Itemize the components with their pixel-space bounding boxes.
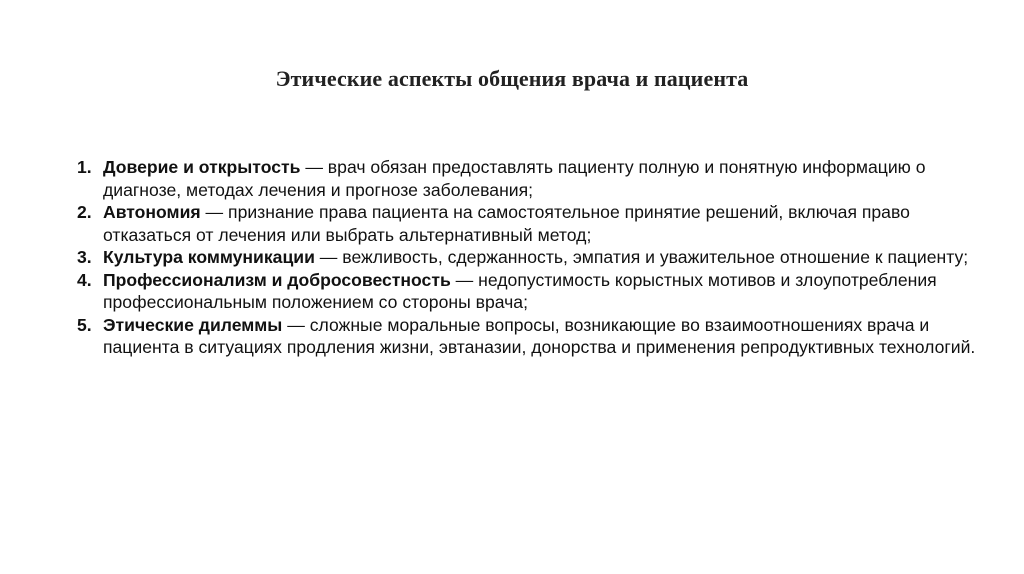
item-text: — сложные моральные вопросы, возникающие во взаимоотношениях врача и пациента в ситуациях продления жизни, эвтаназии, донорства и применения репродуктивных технологий. — [103, 314, 976, 357]
list-item — [77, 156, 977, 201]
item-term: Профессионализм и добросовестность — [103, 269, 451, 290]
item-term: Доверие и открытость — [103, 157, 301, 177]
list-item — [77, 201, 977, 246]
item-term: Культура коммуникации — [103, 247, 315, 267]
item-term: Этические дилеммы — [103, 314, 283, 335]
item-number: 5. — [77, 314, 92, 335]
item-text: — признание права пациента на самостоятельное принятие решений, включая право отказаться от лечения или выбрать альтернативный метод; — [103, 202, 910, 245]
list-item — [77, 246, 977, 269]
item-text: — вежливость, сдержанность, эмпатия и уважительное отношение к пациенту; — [314, 247, 969, 267]
ethics-list — [77, 156, 977, 359]
item-number: 2. — [77, 202, 92, 222]
slide-title: Этические аспекты общения врача и пациента — [275, 66, 749, 91]
list-item — [77, 269, 977, 314]
item-number: 1. — [77, 157, 92, 177]
item-number: 3. — [77, 247, 92, 267]
list-item — [77, 314, 977, 359]
item-number: 4. — [77, 269, 92, 290]
item-term: Автономия — [103, 202, 201, 222]
item-text: — врач обязан предоставлять пациенту полную и понятную информацию о диагнозе, методах лечения и прогнозе заболевания; — [103, 157, 926, 200]
item-text: — недопустимость корыстных мотивов и злоупотребления профессиональным положением со стороны врача; — [103, 269, 937, 312]
